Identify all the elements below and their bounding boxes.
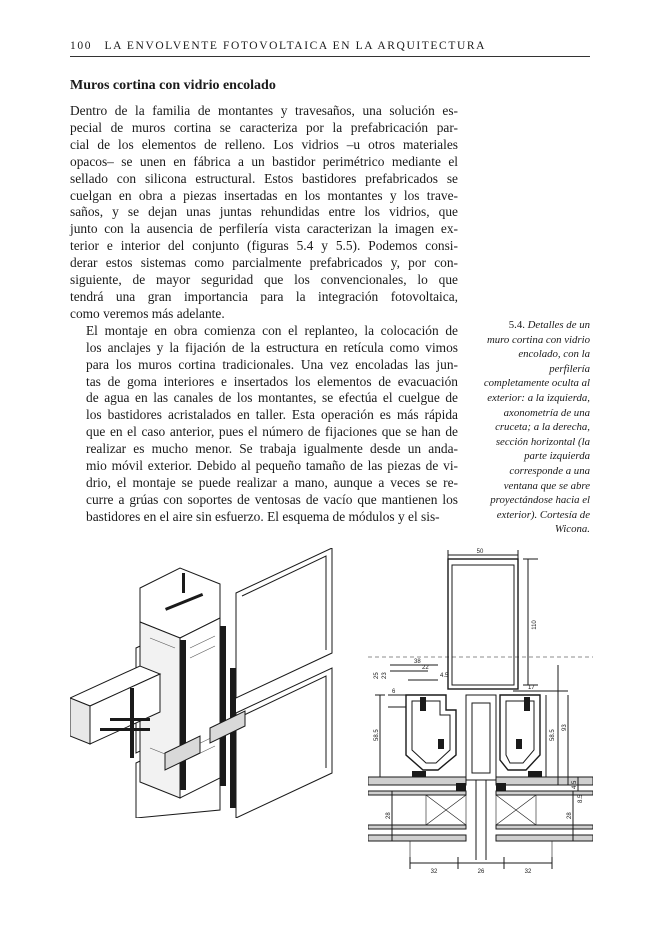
caption-line: cruceta; a la derecha, — [495, 421, 590, 434]
text-line: mio móvil exterior. Debido al pequeño tamaño de las piezas de vi- — [86, 458, 458, 474]
dim-23: 23 — [382, 672, 388, 679]
text-line: saños, y se dejan unas juntas rehundidas entre los vidrios, que — [70, 204, 458, 220]
section-title: Muros cortina con vidrio encolado — [70, 78, 276, 93]
caption-line: exterior: a la izquierda, — [487, 391, 590, 404]
caption-line: ventana que se abre — [503, 479, 590, 492]
text-line: Dentro de la familia de montantes y travesaños, una solución es- — [70, 103, 458, 118]
horizontal-section-drawing — [368, 545, 593, 875]
axonometric-drawing — [70, 548, 360, 818]
dim-bottom-mid: 26 — [477, 869, 485, 875]
paragraph-1 — [70, 103, 458, 323]
body-text — [70, 103, 458, 526]
text-line: siguiente, de mayor seguridad que los convencionales, lo que — [70, 272, 458, 288]
text-line: derar estos sistemas como parcialmente prefabricados y, por con- — [70, 255, 458, 271]
text-line: sellado con silicona estructural. Estos bastidores prefabricados se — [70, 170, 458, 186]
dim-22: 22 — [422, 665, 429, 671]
figure-caption — [468, 318, 590, 537]
figure-number: 5.4. — [508, 319, 525, 331]
header-rule — [70, 56, 590, 57]
dim-4-5: 4.5 — [440, 673, 449, 679]
text-line: como veremos más adelante. — [70, 305, 225, 321]
section-svg — [368, 545, 593, 875]
caption-line: parte izquierda — [524, 450, 590, 463]
dim-6: 6 — [392, 689, 396, 695]
dim-17: 17 — [528, 685, 535, 691]
caption-line: proyectándose hacia el — [490, 494, 590, 507]
text-line: cuelgan en obra a piezas insertadas en los montantes y los trave- — [70, 187, 458, 203]
axonometric-svg — [70, 548, 360, 818]
dim-total-depth: 93 — [562, 724, 568, 731]
text-line: de agua en las canales de los montantes, se efectúa el cuelgue de — [86, 390, 458, 406]
transom-end — [70, 698, 90, 744]
text-line: drio, el montaje se puede realizar a mano, aunque a veces se re- — [86, 474, 458, 490]
text-line: los bastidores acristalados en taller. Esta operación es más rápida — [86, 407, 458, 423]
running-header — [70, 40, 590, 52]
dim-8-5: 8.5 — [578, 794, 584, 803]
caption-line: exterior). Cortesía de — [496, 508, 590, 521]
text-line: tendrá una gran importancia para la integración fotovoltaica, — [70, 288, 458, 304]
dim-4-5b: 4.5 — [572, 780, 578, 789]
text-line: pecial de muros cortina se caracteriza por la prefabricación par- — [70, 119, 458, 135]
dim-top-width: 50 — [476, 549, 484, 555]
caption-line — [468, 318, 590, 333]
dim-right-depth: 58.5 — [550, 729, 556, 741]
dim-38: 38 — [414, 659, 421, 665]
text-line: que en el caso anterior, pues el número de fijaciones que se han de — [86, 424, 458, 440]
caption-line: encolado, con la — [518, 348, 590, 361]
text-line: los anclajes y la fijación de la estructura en retícula como vimos — [86, 339, 458, 355]
caption-line: corresponde a una — [509, 464, 590, 477]
caption-line: perfilería — [549, 362, 590, 375]
text-line: tas de goma interiores e insertados los elementos de evacuación — [86, 373, 458, 389]
dim-25: 25 — [374, 672, 380, 679]
running-title: LA ENVOLVENTE FOTOVOLTAICA EN LA ARQUITECTURA — [104, 40, 487, 52]
dim-mullion-height: 110 — [532, 620, 538, 630]
text-line: cial de los elementos de relleno. Los vidrios –u otros materiales — [70, 136, 458, 152]
text-line: terior e interior del conjunto (figuras 5.4 y 5.5). Podemos consi- — [70, 238, 458, 254]
caption-line: muro cortina con vidrio — [486, 333, 590, 346]
text-line: curre a grúas con soportes de ventosas de vacío que mantienen los — [86, 491, 458, 507]
text-line: bastidores en el aire sin esfuerzo. El esquema de módulos y el sis- — [86, 508, 440, 524]
dim-glass-left: 28 — [386, 812, 392, 819]
dim-left-depth: 58.5 — [374, 729, 380, 741]
dim-bottom-right: 32 — [524, 869, 532, 875]
text-line: para los muros cortina tradicionales. Una vez encoladas las jun- — [86, 356, 458, 372]
dim-glass-right: 28 — [567, 812, 573, 819]
caption-text: Detalles de un — [527, 319, 590, 331]
caption-line: Wicona. — [554, 523, 590, 536]
caption-line: sección horizontal (la — [495, 435, 590, 448]
text-line: El montaje en obra comienza con el replanteo, la colocación de — [86, 322, 458, 338]
dim-bottom-left: 32 — [430, 869, 438, 875]
paragraph-2 — [70, 323, 458, 526]
text-line: opacos– se unen en fábrica a un bastidor perimétrico mediante el — [70, 153, 458, 169]
text-line: realizar es mucho menor. Se trabaja igualmente desde un anda- — [86, 441, 458, 457]
caption-line: axonometría de una — [503, 406, 590, 419]
caption-line: completamente oculta al — [483, 377, 590, 390]
text-line: junto con la ausencia de perfilería vista caracterizan la imagen ex- — [70, 221, 458, 237]
page-number: 100 — [70, 40, 93, 52]
